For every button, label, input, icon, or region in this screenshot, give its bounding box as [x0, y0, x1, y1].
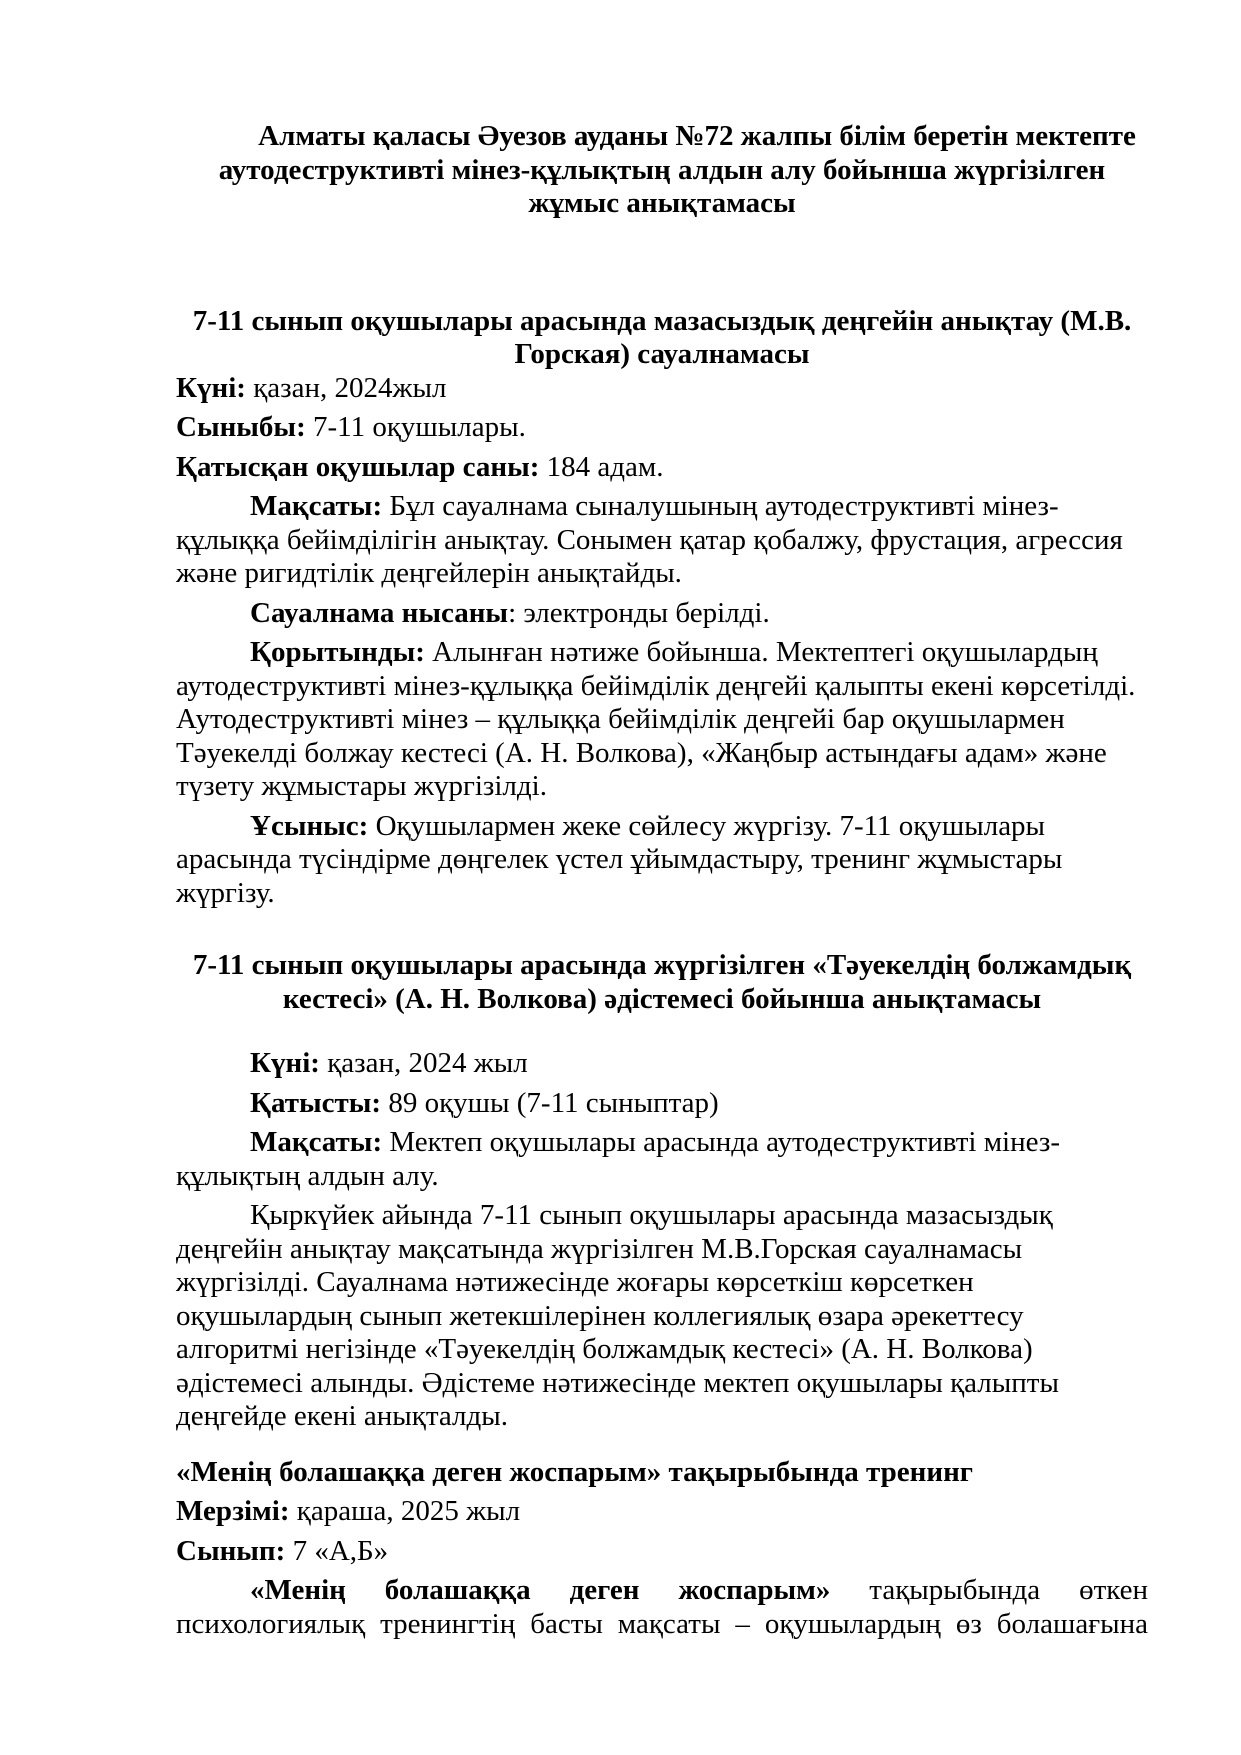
document-title: Алматы қаласы Әуезов ауданы №72 жалпы білім беретін мектепте аутодеструктивті мінез-құлықтың алдын алу бойынша жүргізілген жұмыс анықтамасы [218, 120, 1136, 219]
field-label: Мерзімі: [176, 1495, 290, 1527]
field-value: тақырыбында өткен психологиялық тренингтің басты мақсаты – оқушылардың өз болашағына [176, 1574, 1148, 1640]
field-label: Сауалнама нысаны [250, 596, 509, 629]
field-label: Ұсыныс: [250, 809, 369, 842]
field-value: : электронды берілді. [508, 596, 770, 629]
section2-heading: 7-11 сынып оқушылары арасында жүргізілген «Тәуекелдің болжамдық кестесі» (А. Н. Волкова) әдістемесі бойынша анықтамасы [192, 949, 1132, 1015]
field-label: Қатысты: [250, 1086, 382, 1119]
field-value: Оқушылармен жеке сөйлесу жүргізу. 7-11 оқушылары арасында түсіндірме дөңгелек үстел ұйымдастыру, тренинг жұмыстары жүргізу. [176, 809, 1063, 909]
section1-field-class [176, 411, 1148, 445]
field-value: Бұл сауалнама сыналушының аутодеструктивті мінез-құлыққа бейімділігін анықтау. Сонымен қатар қобалжу, фрустация, агрессия және ригидтілік деңгейлерін анықтайды. [176, 490, 1123, 589]
section3-paragraph-training [176, 1574, 1148, 1641]
field-label: Қатысқан оқушылар саны: [176, 450, 540, 483]
field-label: Күні: [176, 371, 246, 404]
field-label: Мақсаты: [250, 490, 383, 522]
section2-paragraph-goal [176, 1126, 1148, 1193]
field-value: қазан, 2024 жыл [319, 1047, 528, 1079]
field-label: Қорытынды: [250, 636, 425, 668]
section1-paragraph-recommendation [176, 810, 1148, 911]
field-label: «Менің болашаққа деген жоспарым» [250, 1574, 831, 1606]
field-value: Алынған нәтиже бойынша. Мектептегі оқушылардың аутодеструктивті мінез-құлыққа бейімділік деңгейі қалыпты екені көрсетілді. Аутодеструктивті мінез – құлыққа бейімділік деңгейі бар оқушылармен Тәуекелді болжау кестесі (А. Н. Волкова), «Жаңбыр астындағы адам» және түзету жұмыстары жүргізілді. [176, 636, 1136, 802]
section1-paragraph-form [176, 597, 1148, 631]
section3-heading: «Менің болашаққа деген жоспарым» тақырыбында тренинг [176, 1455, 973, 1488]
section2-paragraph-results [176, 1199, 1148, 1434]
field-value: 7-11 оқушылары. [305, 411, 526, 443]
section1-field-participants [176, 451, 1148, 485]
field-value: қараша, 2025 жыл [289, 1495, 521, 1527]
field-label: Күні: [250, 1047, 320, 1079]
spacer [176, 1016, 1148, 1047]
field-value: 7 «А,Б» [285, 1534, 389, 1567]
section3-field-term [176, 1495, 1148, 1529]
section2-field-participants [176, 1087, 1148, 1121]
section1-field-date [176, 372, 1148, 406]
field-label: Мақсаты: [250, 1126, 383, 1158]
section1-paragraph-goal [176, 490, 1148, 591]
field-value: Қыркүйек айында 7-11 сынып оқушылары арасында мазасыздық деңгейін анықтау мақсатында жүргізілген М.В.Горская сауалнамасы жүргізілді. Сауалнама нәтижесінде жоғары көрсеткіш көрсеткен оқушылардың сынып жетекшілерінен коллегиялық өзара әрекеттесу алгоритмі негізінде «Тәуекелдің болжамдық кестесі» (А. Н. Волкова) әдістемесі алынды. Әдістеме нәтижесінде мектеп оқушылары қалыпты деңгейде екені анықталды. [176, 1199, 1059, 1432]
spacer [176, 221, 1148, 305]
field-label: Сынып: [176, 1534, 286, 1567]
spacer [176, 1440, 1148, 1456]
section1-heading: 7-11 сынып оқушылары арасында мазасыздық деңгейін анықтау (М.В. Горская) сауалнамасы [192, 304, 1132, 370]
field-value: қазан, 2024жыл [245, 371, 447, 404]
section3-field-class [176, 1535, 1148, 1569]
spacer [176, 916, 1148, 949]
field-value: 89 оқушы (7-11 сыныптар) [381, 1086, 719, 1119]
section1-paragraph-conclusion [176, 636, 1148, 804]
field-label: Сыныбы: [176, 411, 306, 443]
field-value: Мектеп оқушылары арасында аутодеструктивті мінез-құлықтың алдын алу. [176, 1126, 1060, 1192]
section2-field-date [176, 1047, 1148, 1081]
field-value: 184 адам. [539, 450, 664, 483]
